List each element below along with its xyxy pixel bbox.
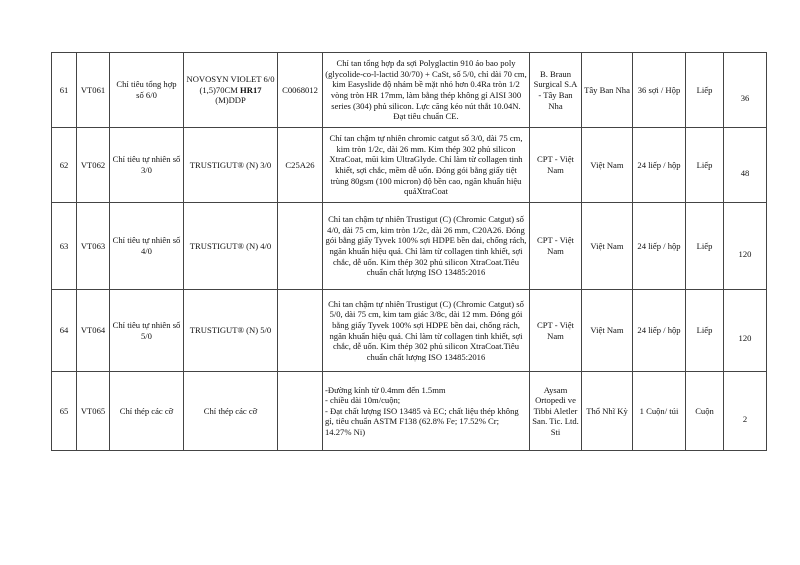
origin: Việt Nam — [582, 128, 633, 203]
model-code — [278, 290, 323, 372]
brand-bold-text: HR17 — [240, 84, 262, 95]
unit: Liếp — [686, 203, 724, 290]
unit: Cuộn — [686, 372, 724, 451]
table-row — [52, 53, 767, 128]
quantity-value: 120 — [738, 333, 752, 344]
item-code: VT063 — [77, 203, 110, 290]
quantity-value: 120 — [738, 248, 752, 259]
table-row — [52, 128, 767, 203]
row-number: 65 — [52, 372, 77, 451]
row-number: 63 — [52, 203, 77, 290]
specification: Chỉ tan tổng hợp đa sợi Polyglactin 910 áo bao poly (glycolide-co-l-lactid 30/70) + CaSt, số 5/0, chỉ dài 70 cm, kim Easyslide độ nhám bề mặt nhỏ hơn 0.4Ra tròn 1/2 vòng tròn HR 17mm, làm bằng thép không gỉ AISI 300 series (304) phủ silicon. Lực căng kéo nút thắt 10.04N. Đạt tiêu chuẩn CE. — [323, 53, 530, 128]
packaging: 36 sợi / Hộp — [633, 53, 686, 128]
table-row — [52, 203, 767, 290]
manufacturer: CPT - Việt Nam — [530, 128, 582, 203]
item-name: Chỉ tiêu tự nhiên số 5/0 — [110, 290, 184, 372]
brand-suffix-text: (M)DDP — [215, 95, 246, 106]
unit: Liếp — [686, 128, 724, 203]
model-code: C25A26 — [278, 128, 323, 203]
origin: Việt Nam — [582, 290, 633, 372]
item-name: Chỉ tiêu tự nhiên số 3/0 — [110, 128, 184, 203]
quantity — [724, 128, 767, 203]
quantity-value: 48 — [740, 167, 750, 178]
item-code: VT062 — [77, 128, 110, 203]
brand-text: NOVOSYN VIOLET 6/0 (1,5)70CM — [186, 74, 275, 95]
spec-line: - Đạt chất lượng ISO 13485 và EC; chất liệu thép không gỉ, tiêu chuẩn ASTM F138 (62.8% Fe; 17.52% Cr; 14.27% Ni) — [325, 405, 519, 437]
unit: Liếp — [686, 290, 724, 372]
origin: Thổ Nhĩ Kỳ — [582, 372, 633, 451]
packaging: 24 liếp / hộp — [633, 128, 686, 203]
item-name: Chỉ tiêu tự nhiên số 4/0 — [110, 203, 184, 290]
specification: Chỉ tan chậm tự nhiên Trustigut (C) (Chromic Catgut) số 4/0, dài 75 cm, kim tròn 1/2c, dài 26 mm, C20A26. Đóng gói bằng giấy Tyvek 100% sợi HDPE bền dai, chống rách, ngăn khuẩn hiệu quả. Chỉ làm từ collagen tinh khiết, sợi chắc, dễ uốn. Kim thép 302 phủ silicon XtraCoat.Tiêu chuẩn chất lượng ISO 13485:2016 — [323, 203, 530, 290]
specification — [323, 372, 530, 451]
model-code — [278, 203, 323, 290]
quantity — [724, 203, 767, 290]
origin: Tây Ban Nha — [582, 53, 633, 128]
manufacturer: B. Braun Surgical S.A - Tây Ban Nha — [530, 53, 582, 128]
row-number: 62 — [52, 128, 77, 203]
packaging: 24 liếp / hộp — [633, 290, 686, 372]
brand-name: TRUSTIGUT® (N) 4/0 — [184, 203, 278, 290]
specification: Chỉ tan chậm tự nhiên chromic catgut số 3/0, dài 75 cm, kim tròn 1/2c, dài 26 mm. Kim thép 302 phủ silicon XtraCoat, mũi kim UltraGlyde. Chỉ làm từ collagen tinh khiết, sợi chắc, mềm dễ uốn. Đóng gói bằng giấy tiệt trùng 80gsm (100 micron) độ bền cao, ngăn khuẩn hiệu quảXtraCoat — [323, 128, 530, 203]
quantity-value: 2 — [742, 413, 748, 424]
quantity-value: 36 — [740, 92, 750, 103]
spec-line: - chiều dài 10m/cuộn; — [325, 395, 401, 406]
origin: Việt Nam — [582, 203, 633, 290]
table-row — [52, 372, 767, 451]
items-table — [51, 52, 767, 451]
row-number: 64 — [52, 290, 77, 372]
table-row — [52, 290, 767, 372]
brand-name: TRUSTIGUT® (N) 3/0 — [184, 128, 278, 203]
item-code: VT065 — [77, 372, 110, 451]
spec-line: -Đường kính từ 0.4mm đến 1.5mm — [325, 384, 446, 395]
brand-name — [184, 53, 278, 128]
specification: Chỉ tan chậm tự nhiên Trustigut (C) (Chromic Catgut) số 5/0, dài 75 cm, kim tam giác 3/8c, dài 12 mm. Đóng gói bằng giấy Tyvek 100% sợi HDPE bền dai, chống rách, ngăn khuẩn hiệu quả. Chỉ làm từ collagen tinh khiết, sợi chắc, dễ uốn. Kim thép 302 phủ silicon XtraCoat.Tiêu chuẩn chất lượng ISO 13485:2016 — [323, 290, 530, 372]
model-code — [278, 372, 323, 451]
manufacturer: CPT - Việt Nam — [530, 290, 582, 372]
quantity — [724, 53, 767, 128]
row-number: 61 — [52, 53, 77, 128]
unit: Liếp — [686, 53, 724, 128]
quantity — [724, 372, 767, 451]
item-name: Chỉ tiêu tổng hợp số 6/0 — [110, 53, 184, 128]
model-code: C0068012 — [278, 53, 323, 128]
brand-name: TRUSTIGUT® (N) 5/0 — [184, 290, 278, 372]
item-code: VT064 — [77, 290, 110, 372]
packaging: 24 liếp / hộp — [633, 203, 686, 290]
item-name: Chỉ thép các cỡ — [110, 372, 184, 451]
manufacturer: CPT - Việt Nam — [530, 203, 582, 290]
item-code: VT061 — [77, 53, 110, 128]
quantity — [724, 290, 767, 372]
manufacturer: Aysam Ortopedi ve Tibbi Aletler San. Tic. Ltd. Sti — [530, 372, 582, 451]
brand-name: Chỉ thép các cỡ — [184, 372, 278, 451]
packaging: 1 Cuộn/ túi — [633, 372, 686, 451]
